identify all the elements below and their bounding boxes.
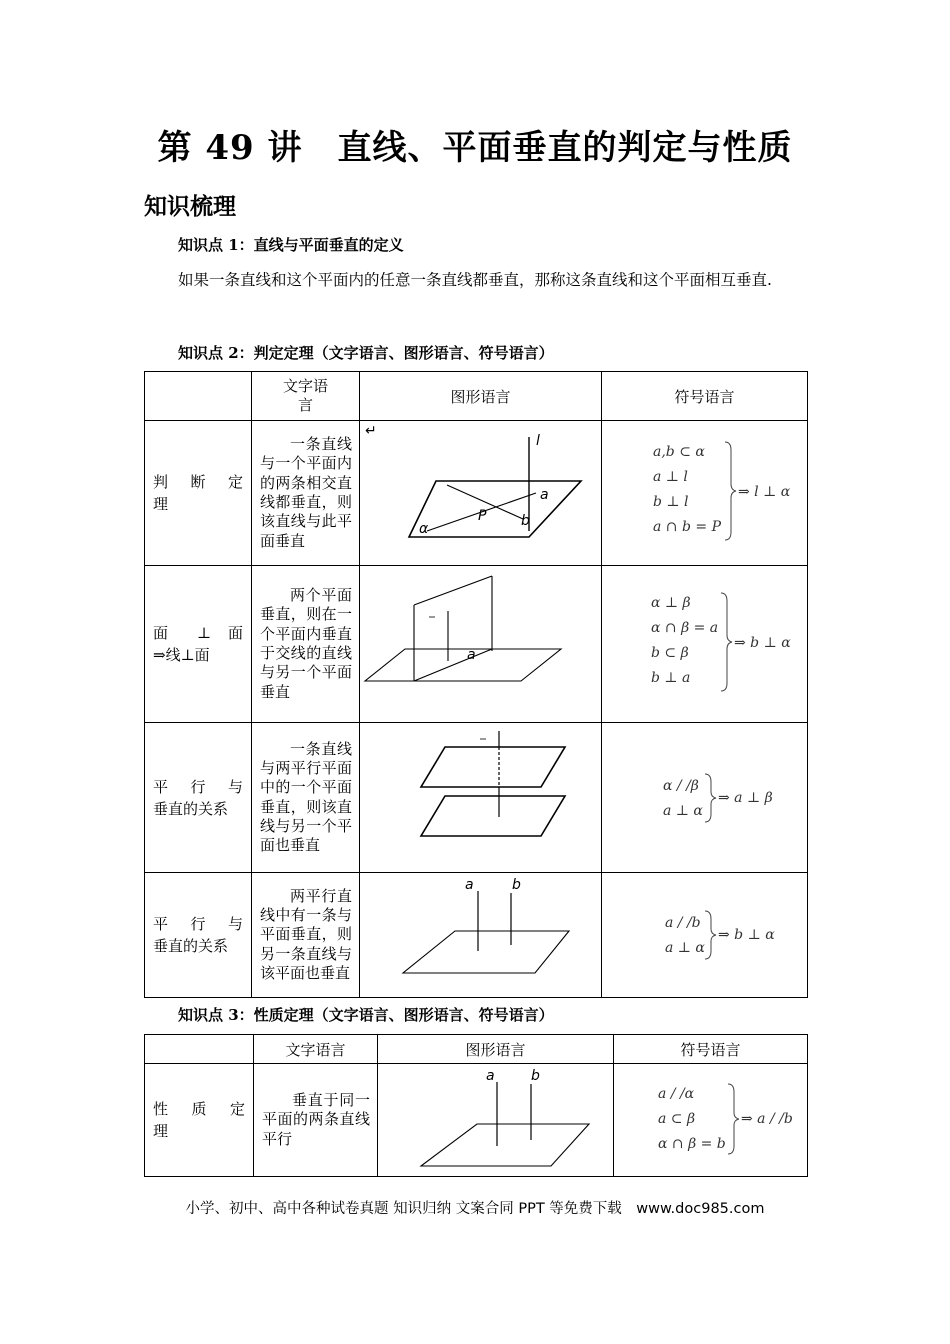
symbol-expression: [616, 1078, 806, 1162]
svg-text:↵: ↵: [364, 423, 377, 439]
footer: 小学、初中、高中各种试卷真题 知识归纳 文案合同 PPT 等免费下载 www.doc985.com: [185, 1201, 765, 1217]
theorem-figure: [360, 873, 602, 998]
theorem-name: 判 断 定 理: [145, 421, 252, 566]
page-title: 第 49 讲 直线、平面垂直的判定与性质: [157, 128, 793, 168]
property-theorem-table: [144, 1034, 808, 1177]
theorem-text: 垂直于同一平面的两条直线平行: [254, 1064, 378, 1177]
svg-text:⇒ b ⊥ α: ⇒ b ⊥ α: [733, 635, 791, 651]
svg-text:α / /β: α / /β: [662, 777, 699, 794]
header-figure-language: 图形语言: [378, 1035, 614, 1064]
svg-text:a ∩ b = P: a ∩ b = P: [652, 519, 721, 535]
svg-text:a: a: [539, 487, 549, 503]
svg-text:α: α: [418, 521, 428, 537]
theorem-figure: [360, 421, 602, 566]
header-figure-language: 图形语言: [360, 372, 602, 421]
svg-text:a,b ⊂ α: a,b ⊂ α: [652, 444, 705, 460]
kp3-heading: 知识点 3：性质定理（文字语言、图形语言、符号语言）: [178, 1006, 554, 1024]
theorem-name: 平 行 与 垂直的关系: [145, 723, 252, 873]
svg-text:a ⊂ β: a ⊂ β: [657, 1111, 695, 1127]
figure-plane-plane-perpendicular: [361, 569, 601, 719]
svg-text:b ⊥ l: b ⊥ l: [652, 494, 689, 510]
kp2-heading: 知识点 2：判定定理（文字语言、图形语言、符号语言）: [178, 344, 554, 362]
svg-text:a ⊥ α: a ⊥ α: [662, 802, 703, 819]
svg-text:b: b: [520, 513, 530, 529]
theorem-symbols: [602, 421, 808, 566]
table-row: [145, 421, 808, 566]
svg-text:⇒ l ⊥ α: ⇒ l ⊥ α: [737, 484, 790, 500]
theorem-symbols: [602, 723, 808, 873]
theorem-symbols: [614, 1064, 808, 1177]
svg-text:⇒ a / /b: ⇒ a / /b: [740, 1111, 793, 1127]
symbol-expression: [605, 438, 805, 548]
svg-text:b: b: [511, 877, 521, 893]
theorem-figure: [378, 1064, 614, 1177]
kp1-text: 如果一条直线和这个平面内的任意一条直线都垂直，那称这条直线和这个平面相互垂直.: [178, 271, 772, 289]
figure-perpendicular-lines-parallel: [379, 1066, 613, 1174]
table-row: [145, 723, 808, 873]
svg-text:α ⊥ β: α ⊥ β: [650, 595, 691, 611]
theorem-text: 两个平面垂直，则在一个平面内垂直于交线的直线与另一个平面垂直: [252, 566, 360, 723]
kp1-heading: 知识点 1：直线与平面垂直的定义: [178, 236, 404, 254]
figure-line-plane-perpendicular: [361, 423, 601, 563]
svg-text:a: a: [485, 1068, 495, 1084]
table-row: [145, 566, 808, 723]
header-symbol-language: 符号语言: [602, 372, 808, 421]
header-text-language: 文字语言: [252, 372, 360, 421]
theorem-figure: [360, 723, 602, 873]
theorem-symbols: [602, 873, 808, 998]
svg-text:a ⊥ α: a ⊥ α: [664, 940, 705, 956]
header-text-language: 文字语言: [254, 1035, 378, 1064]
svg-text:l: l: [535, 433, 540, 449]
theorem-name: 平 行 与 垂直的关系: [145, 873, 252, 998]
svg-text:a ⊥ l: a ⊥ l: [652, 469, 688, 485]
svg-text:b: b: [530, 1068, 540, 1084]
header-empty: [145, 1035, 254, 1064]
svg-text:b ⊥ a: b ⊥ a: [650, 670, 690, 686]
svg-text:b ⊂ β: b ⊂ β: [650, 645, 689, 661]
svg-text:α ∩ β = a: α ∩ β = a: [650, 620, 718, 636]
figure-parallel-planes: [361, 725, 601, 871]
theorem-text: 两平行直线中有一条与平面垂直，则另一条直线与该平面也垂直: [252, 873, 360, 998]
header-symbol-language: 符号语言: [614, 1035, 808, 1064]
theorem-name: 性 质 定 理: [145, 1064, 254, 1177]
theorem-symbols: [602, 566, 808, 723]
header-empty: [145, 372, 252, 421]
symbol-expression: [605, 589, 805, 699]
symbol-expression: [605, 905, 805, 965]
svg-text:a / /b: a / /b: [664, 915, 701, 931]
svg-text:⇒ b ⊥ α: ⇒ b ⊥ α: [717, 927, 775, 943]
theorem-figure: [360, 566, 602, 723]
svg-text:P: P: [477, 508, 486, 524]
section-heading: 知识梳理: [144, 193, 236, 220]
table-row: [145, 873, 808, 998]
svg-text:α ∩ β = b: α ∩ β = b: [657, 1136, 726, 1152]
svg-text:⇒ a ⊥ β: ⇒ a ⊥ β: [717, 789, 773, 806]
theorem-name: 面 ⊥ 面 ⇒线⊥面: [145, 566, 252, 723]
judgement-theorem-table: [144, 371, 808, 998]
theorem-text: 一条直线与一个平面内的两条相交直线都垂直，则该直线与此平面垂直: [252, 421, 360, 566]
svg-text:a: a: [466, 647, 476, 663]
symbol-expression: [605, 768, 805, 828]
svg-text:a / /α: a / /α: [657, 1086, 694, 1102]
table-row: [145, 1064, 808, 1177]
theorem-text: 一条直线与两平行平面中的一个平面垂直，则该直线与另一个平面也垂直: [252, 723, 360, 873]
figure-parallel-lines-perpendicular: [361, 875, 601, 995]
svg-text:a: a: [464, 877, 474, 893]
